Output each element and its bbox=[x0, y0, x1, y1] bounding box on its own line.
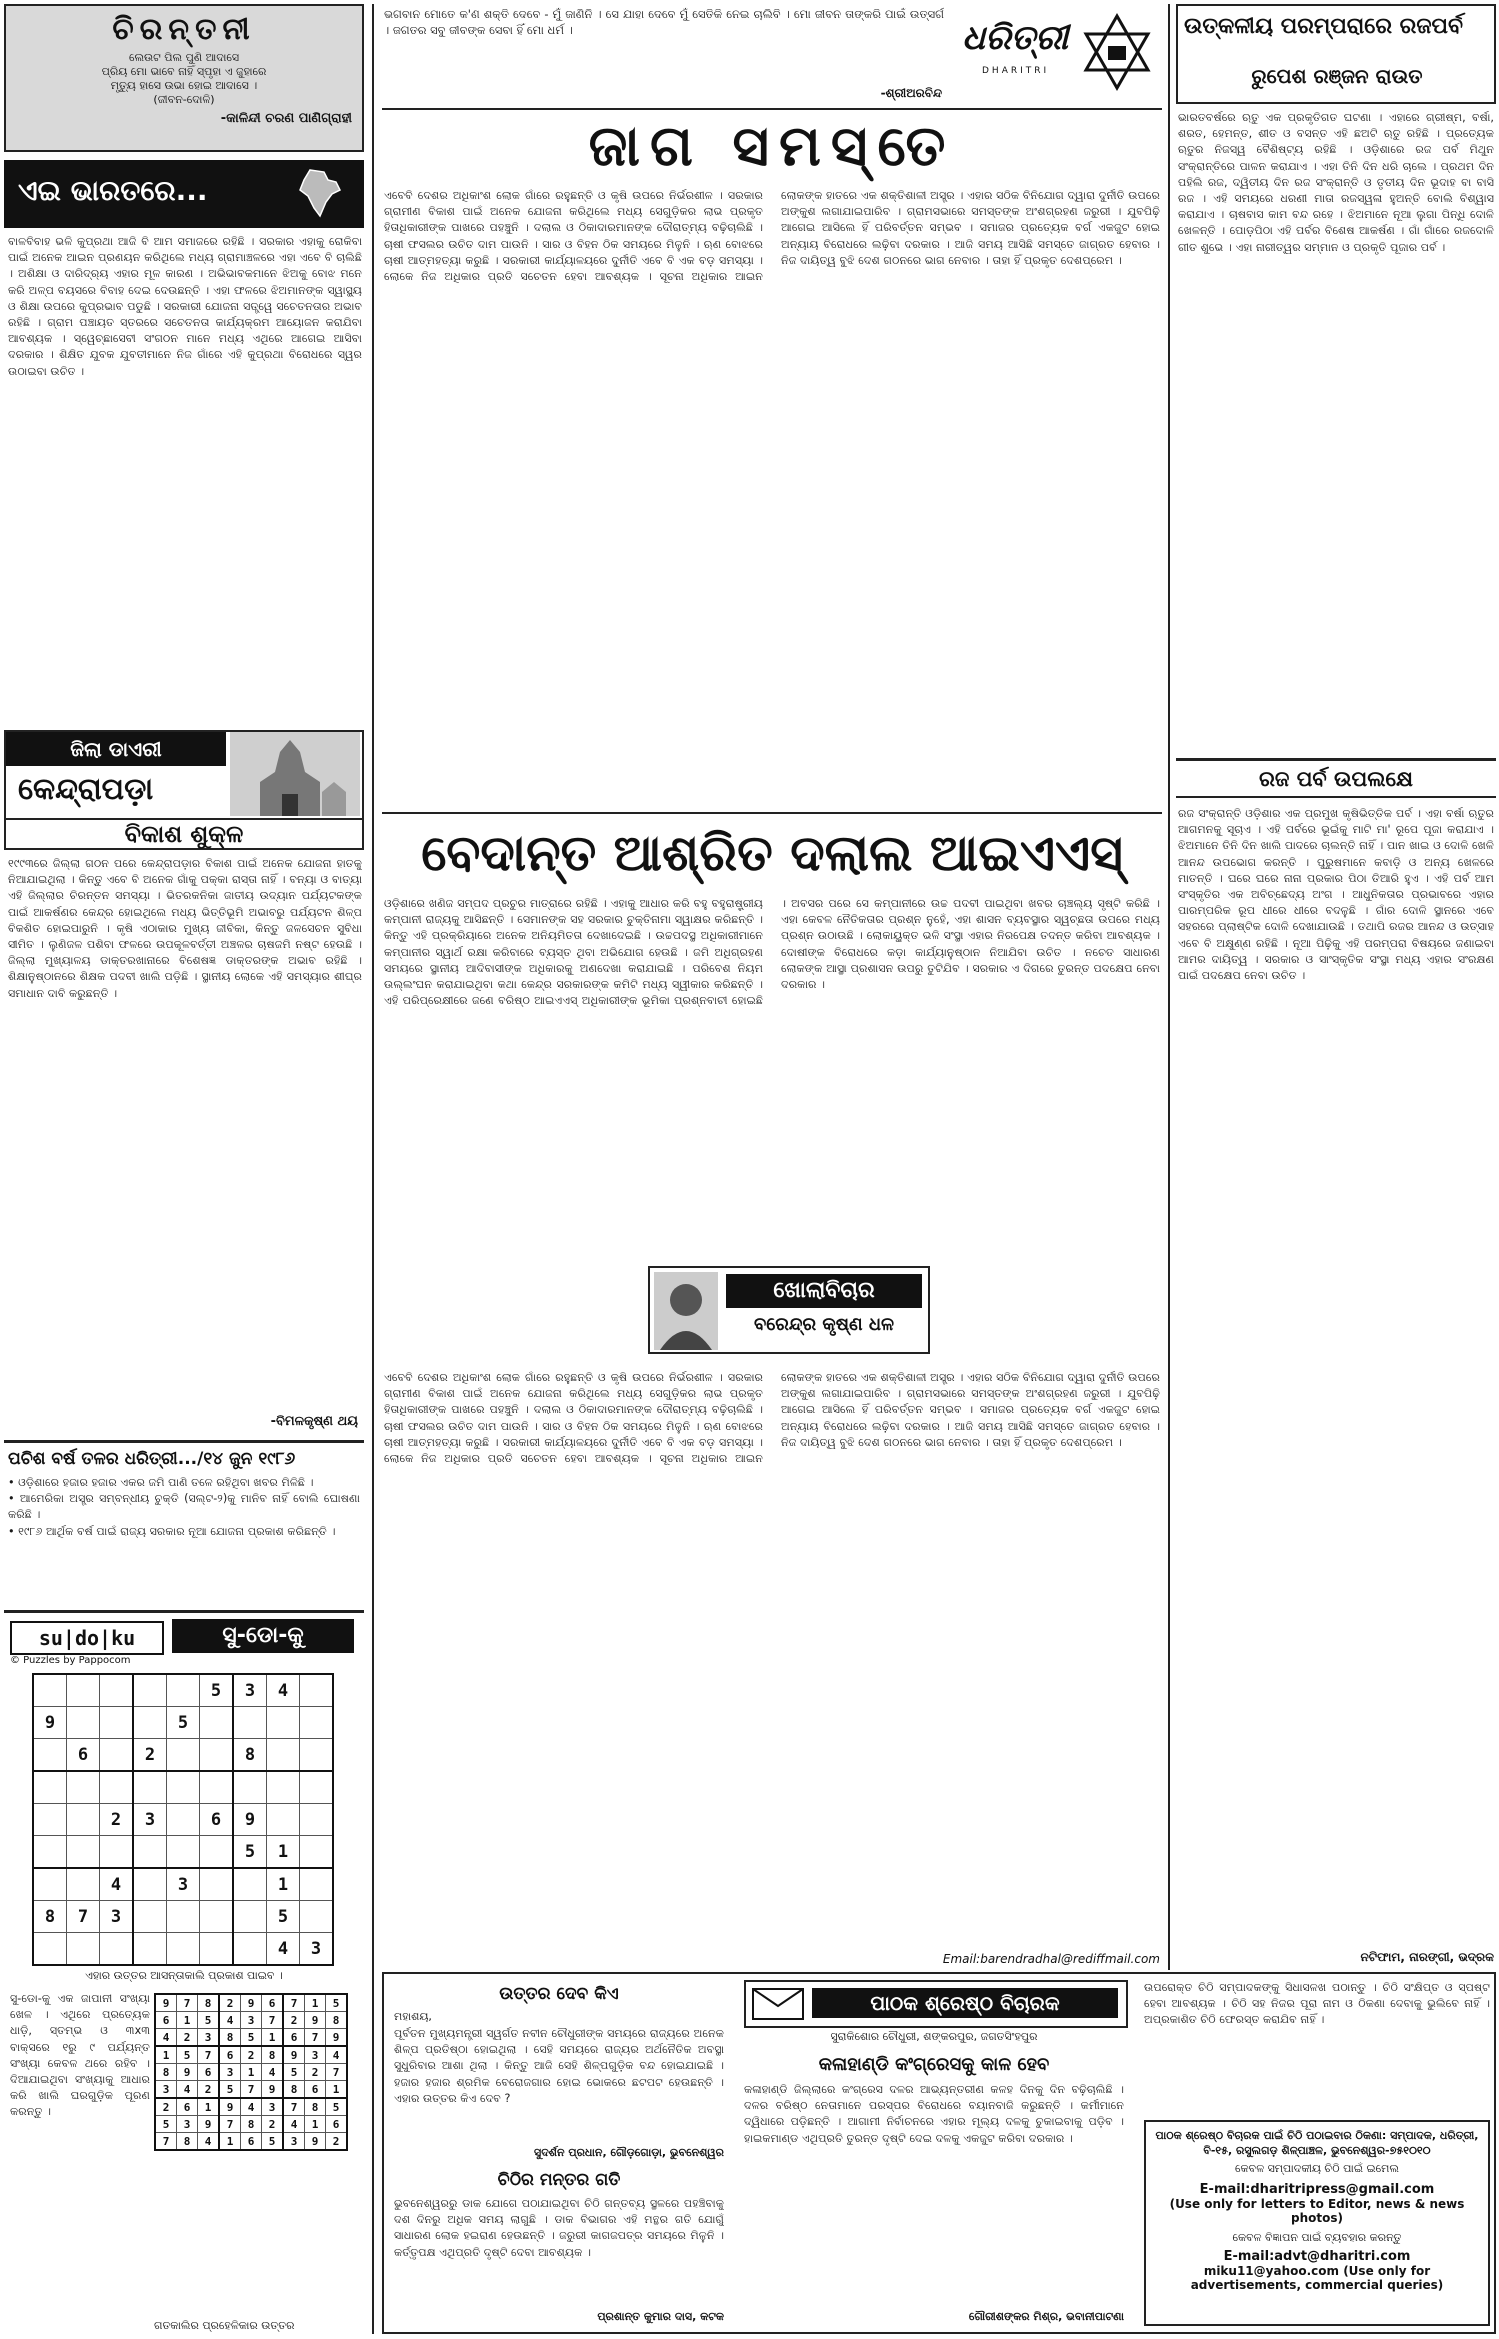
sudoku-cell[interactable]: 5 bbox=[233, 1836, 267, 1869]
sudoku-cell[interactable] bbox=[167, 1836, 200, 1869]
sudoku-cell[interactable] bbox=[267, 1707, 300, 1739]
sudoku-cell[interactable] bbox=[300, 1771, 334, 1804]
ei-bharatare-title: ଏଇ ଭାରତରେ... bbox=[18, 174, 208, 207]
sudoku-solution-cell: 5 bbox=[326, 1994, 348, 2012]
sudoku-cell[interactable] bbox=[267, 1804, 300, 1836]
sudoku-solution-cell: 1 bbox=[241, 2064, 262, 2081]
sudoku-solution-cell: 1 bbox=[305, 1994, 326, 2012]
sudoku-cell[interactable]: 2 bbox=[100, 1804, 134, 1836]
sudoku-cell[interactable] bbox=[100, 1836, 134, 1869]
sudoku-solution-cell: 1 bbox=[326, 2081, 348, 2099]
sudoku-solution-cell: 9 bbox=[283, 2046, 305, 2064]
vedanta-body: ଓଡ଼ିଶାରେ ଖଣିଜ ସମ୍ପଦ ପ୍ରଚୁର ମାତ୍ରାରେ ରହିଛି । ଏହାକୁ ଆଧାର କରି ବହୁ ବହୁରାଷ୍ଟ୍ରୀୟ କମ୍ପାନୀ ରାଜ୍ୟକୁ ଆସିଛନ୍ତି । ସେମାନଙ୍କ ସହ ସରକାର ଚୁକ୍ତିନାମା ସ୍ୱାକ୍ଷର କରିଛନ୍ତି । କିନ୍ତୁ ଏହି ପ୍ରକ୍ରିୟାରେ ଅନେକ ଅନିୟମିତତା ଦେଖାଦେଇଛି । ଉଚ୍ଚପଦସ୍ଥ ଅଧିକାରୀମାନେ କମ୍ପାନୀର ସ୍ୱାର୍ଥ ରକ୍ଷା କରିବାରେ ବ୍ୟସ୍ତ ଥିବା ଅଭିଯୋଗ ହେଉଛି । ଜମି ଅଧିଗ୍ରହଣ ସମୟରେ ସ୍ଥାନୀୟ ଆଦିବାସୀଙ୍କ ଅଧିକାରକୁ ଅଣଦେଖା କରାଯାଇଛି । ପରିବେଶ ନିୟମ ଉଲ୍ଲଂଘନ କରାଯାଇଥିବା କଥା କେନ୍ଦ୍ର ସରକାରଙ୍କ କମିଟି ମଧ୍ୟ ସ୍ୱୀକାର କରିଛନ୍ତି । ଏହି ପରିପ୍ରେକ୍ଷୀରେ ଜଣେ ବରିଷ୍ଠ ଆଇଏଏସ୍ ଅଧିକାରୀଙ୍କ ଭୂମିକା ପ୍ରଶ୍ନବାଚୀ ହୋଇଛି । ଅବସର ପରେ ସେ କମ୍ପାନୀରେ ଉଚ୍ଚ ପଦବୀ ପାଇଥିବା ଖବର ଚାଞ୍ଚଲ୍ୟ ସୃଷ୍ଟି କରିଛି । ଏହା କେବଳ ନୈତିକତାର ପ୍ରଶ୍ନ ନୁହେଁ, ଏହା ଶାସନ ବ୍ୟବସ୍ଥାର ସ୍ୱଚ୍ଛତା ଉପରେ ମଧ୍ୟ ପ୍ରଶ୍ନ ଉଠାଉଛି । ଲୋକାୟୁକ୍ତ ଭଳି ସଂସ୍ଥା ଏହାର ନିରପେକ୍ଷ ତଦନ୍ତ କରିବା ଆବଶ୍ୟକ । ଦୋଷୀଙ୍କ ବିରୋଧରେ କଡ଼ା କାର୍ଯ୍ୟାନୁଷ୍ଠାନ ନିଆଯିବା ଉଚିତ । ନଚେତ ସାଧାରଣ ଲୋକଙ୍କ ଆସ୍ଥା ପ୍ରଶାସନ ଉପରୁ ତୁଟିଯିବ । ସରକାର ଏ ଦିଗରେ ତୁରନ୍ତ ପଦକ୍ଷେପ ନେବା ଦରକାର । bbox=[384, 897, 1160, 1008]
sudoku-solution-cell: 1 bbox=[219, 2133, 241, 2151]
khola-bichara-box bbox=[648, 1266, 930, 1354]
sudoku-solution-cell-row bbox=[155, 2012, 347, 2029]
sudoku-cell[interactable] bbox=[200, 1901, 234, 1933]
masthead-star-logo bbox=[1082, 12, 1152, 92]
sudoku-solution-cell: 3 bbox=[219, 2064, 241, 2081]
chirantani-title: ଚିରନ୍ତନୀ bbox=[112, 12, 256, 47]
letters-section bbox=[382, 1972, 1496, 2334]
middle-right-rule bbox=[1168, 4, 1170, 1970]
sudoku-solution-cell-row bbox=[155, 1994, 347, 2012]
sudoku-solution-cell: 9 bbox=[326, 2029, 348, 2047]
sudoku-solution-cell: 6 bbox=[326, 2116, 348, 2133]
sudoku-cell-row bbox=[33, 1901, 333, 1933]
chirantani-author: -କାଳିନ୍ଦୀ ଚରଣ ପାଣିଗ୍ରାହୀ bbox=[220, 111, 352, 126]
sudoku-odia-title: ସୁ-ଡୋ-କୁ bbox=[172, 1619, 354, 1653]
sudoku-cell[interactable]: 9 bbox=[233, 1804, 267, 1836]
sudoku-grid[interactable] bbox=[32, 1673, 334, 1966]
sudoku-cell[interactable] bbox=[67, 1804, 100, 1836]
temple-photo bbox=[230, 732, 360, 816]
sudoku-cell-row bbox=[33, 1868, 333, 1901]
sudoku-solution-cell-row bbox=[155, 2133, 347, 2151]
sudoku-cell[interactable] bbox=[267, 1739, 300, 1772]
sudoku-cell[interactable] bbox=[167, 1804, 200, 1836]
sudoku-cell[interactable]: 5 bbox=[267, 1901, 300, 1933]
sudoku-solution-cell: 1 bbox=[305, 2116, 326, 2133]
sudoku-logo: su|do|ku bbox=[10, 1621, 164, 1655]
sudoku-cell[interactable] bbox=[33, 1804, 67, 1836]
sudoku-solution-cell: 3 bbox=[198, 2029, 220, 2047]
footer-email-3[interactable]: miku11@yahoo.com (Use only for advertisements, commercial queries) bbox=[1190, 2264, 1444, 2292]
sudoku-cell-row bbox=[33, 1739, 333, 1772]
sudoku-cell[interactable] bbox=[67, 1933, 100, 1966]
pachisa-item-2: • ଆମେରିକା ଅସ୍ତ୍ର ସମ୍ବନ୍ଧୀୟ ଚୁକ୍ତି (ସଲ୍ଟ-୨)କୁ ମାନିବ ନାହିଁ ବୋଲି ଘୋଷଣା କରିଛି । bbox=[8, 1492, 360, 1522]
sudoku-solution-cell: 7 bbox=[177, 1994, 198, 2012]
sudoku-cell[interactable] bbox=[67, 1836, 100, 1869]
sudoku-cell[interactable] bbox=[300, 1739, 334, 1772]
sudoku-solution-cell: 6 bbox=[241, 2133, 262, 2151]
author-photo bbox=[654, 1272, 718, 1350]
sudoku-cell[interactable]: 6 bbox=[200, 1804, 234, 1836]
sudoku-solution-cell: 7 bbox=[155, 2133, 177, 2151]
footer-email-label: କେବଳ ସମ୍ପାଦକୀୟ ଚିଠି ପାଇଁ ଇମେଲ bbox=[1235, 2162, 1399, 2175]
sudoku-cell[interactable]: 3 bbox=[100, 1901, 134, 1933]
sudoku-cell[interactable] bbox=[133, 1868, 167, 1901]
sudoku-solution-cell: 7 bbox=[283, 2098, 305, 2116]
best-reader-title: ପାଠକ ଶ୍ରେଷ୍ଠ ବିଚାରକ bbox=[812, 1988, 1118, 2018]
sudoku-solution-cell-row bbox=[155, 2098, 347, 2116]
sudoku-solution-cell: 6 bbox=[219, 2046, 241, 2064]
sudoku-solution-cell: 6 bbox=[283, 2029, 305, 2047]
india-map-icon bbox=[290, 166, 346, 222]
sudoku-cell[interactable] bbox=[200, 1836, 234, 1869]
sudoku-cell[interactable]: 3 bbox=[167, 1868, 200, 1901]
footer-email-2[interactable]: E-mail:advt@dharitri.com bbox=[1223, 2249, 1411, 2264]
sudoku-solution-cell: 8 bbox=[262, 2046, 284, 2064]
sudoku-cell[interactable]: 5 bbox=[200, 1674, 234, 1707]
envelope-icon bbox=[752, 1988, 804, 2020]
sudoku-cell[interactable]: 4 bbox=[267, 1674, 300, 1707]
sudoku-solution-cell: 3 bbox=[155, 2081, 177, 2099]
sudoku-cell[interactable] bbox=[33, 1739, 67, 1772]
letter-q-title: ଉତ୍ତର ଦେବ କିଏ bbox=[499, 1984, 619, 2004]
sudoku-cell[interactable]: 8 bbox=[233, 1739, 267, 1772]
sudoku-cell[interactable] bbox=[33, 1674, 67, 1707]
sudoku-solution-cell: 6 bbox=[198, 2064, 220, 2081]
sudoku-solution-cell-row bbox=[155, 2116, 347, 2133]
sudoku-solution-cell-row bbox=[155, 2046, 347, 2064]
sudoku-solution-cell: 8 bbox=[241, 2116, 262, 2133]
ei-bharatare-header bbox=[4, 160, 364, 228]
sudoku-cell[interactable]: 6 bbox=[67, 1739, 100, 1772]
sudoku-cell[interactable] bbox=[267, 1771, 300, 1804]
sudoku-solution-cell: 7 bbox=[326, 2064, 348, 2081]
sudoku-cell-row bbox=[33, 1804, 333, 1836]
letter-q-sign: ସୁଦର୍ଶନ ପ୍ରଧାନ, ଗୌଡ଼ଗୋଡ଼ା, ଭୁବନେଶ୍ୱର bbox=[534, 2146, 724, 2159]
sudoku-cell[interactable]: 1 bbox=[267, 1836, 300, 1869]
sudoku-solution-cell: 6 bbox=[177, 2098, 198, 2116]
sudoku-solution-cell: 7 bbox=[241, 2081, 262, 2099]
sudoku-solution-cell: 5 bbox=[241, 2029, 262, 2047]
sudoku-cell-row bbox=[33, 1933, 333, 1966]
sudoku-solution-cell: 8 bbox=[198, 1994, 220, 2012]
sudoku-solution-cell: 2 bbox=[262, 2116, 284, 2133]
sudoku-solution-cell: 5 bbox=[177, 2046, 198, 2064]
sudoku-solution-cell: 3 bbox=[305, 2046, 326, 2064]
sudoku-solution-cell: 4 bbox=[198, 2133, 220, 2151]
sudoku-solution-cell: 8 bbox=[219, 2029, 241, 2047]
sudoku-solution-cell: 4 bbox=[283, 2116, 305, 2133]
sudoku-cell[interactable]: 3 bbox=[233, 1674, 267, 1707]
footer-contact-box bbox=[1144, 2120, 1490, 2326]
right-top-title: ଉତ୍କଳୀୟ ପରମ୍ପରାରେ ରଜପର୍ବ bbox=[1184, 14, 1463, 39]
jilla-diary-reporter: ବିକାଶ ଶୁକ୍ଳ bbox=[6, 818, 362, 848]
best-reader-banner bbox=[744, 1980, 1128, 2028]
sudoku-cell[interactable] bbox=[67, 1707, 100, 1739]
footer-address: ପାଠକ ଶ୍ରେଷ୍ଠ ବିଚାରକ ପାଇଁ ଚିଠି ପଠାଇବାର ଠିକଣା: ସମ୍ପାଦକ, ଧରିତ୍ରୀ, ବି-୧୫, ରସୁଲଗଡ଼ ଶିଳ୍ପାଞ୍ଚଳ, ଭୁବନେଶ୍ୱର-୭୫୧୦୧୦ bbox=[1155, 2129, 1479, 2157]
sudoku-cell[interactable] bbox=[133, 1901, 167, 1933]
sudoku-solution-cell: 1 bbox=[177, 2012, 198, 2029]
sudoku-cell[interactable]: 3 bbox=[133, 1804, 167, 1836]
sudoku-solution-cell: 5 bbox=[198, 2012, 220, 2029]
right-top-body: ଭାରତବର୍ଷରେ ଋତୁ ଏକ ପ୍ରକୃତିଗତ ଘଟଣା । ଏହାରେ ଗ୍ରୀଷ୍ମ, ବର୍ଷା, ଶରତ, ହେମନ୍ତ, ଶୀତ ଓ ବସନ୍ତ ଏହି ଛଅଟି ଋତୁ ରହିଛି । ପ୍ରତ୍ୟେକ ଋତୁର ନିଜସ୍ୱ ବୈଶିଷ୍ଟ୍ୟ ରହିଛି । ଓଡ଼ିଶାରେ ରଜ ପର୍ବ ମିଥୁନ ସଂକ୍ରାନ୍ତିରେ ପାଳନ କରାଯାଏ । ଏହା ତିନି ଦିନ ଧରି ଚାଲେ । ପ୍ରଥମ ଦିନ ପହିଲି ରଜ, ଦ୍ୱିତୀୟ ଦିନ ରଜ ସଂକ୍ରାନ୍ତି ଓ ତୃତୀୟ ଦିନ ଭୂଦାହ ବା ବାସି ରଜ । ଏହି ସମୟରେ ଧରଣୀ ମାତା ରଜସ୍ୱଳା ହୁଅନ୍ତି ବୋଲି ବିଶ୍ୱାସ କରାଯାଏ । ଚାଷବାସ କାମ ବନ୍ଦ ରହେ । ଝିଅମାନେ ନୂଆ ଲୁଗା ପିନ୍ଧି ଦୋଳି ଖେଳନ୍ତି । ପୋଡ଼ପିଠା ଏହି ପର୍ବର ବିଶେଷ ଆକର୍ଷଣ । ଗାଁ ଗାଁରେ ରଜଦୋଳି ଗୀତ ଶୁଭେ । ଏହା ନାରୀତ୍ୱର ସମ୍ମାନ ଓ ପ୍ରକୃତି ପୂଜାର ପର୍ବ । bbox=[1178, 111, 1494, 254]
sudoku-solution-cell: 5 bbox=[155, 2116, 177, 2133]
jilla-diary-header bbox=[4, 730, 364, 850]
sudoku-cell[interactable] bbox=[133, 1707, 167, 1739]
chirantani-verse-2: ପ୍ରିୟ ମୋ ଭାବେ ନାହିଁ ସ୍ପୃହା ଏ ଜୁହାରେ bbox=[101, 65, 267, 78]
sudoku-cell[interactable] bbox=[233, 1771, 267, 1804]
sudoku-solution-cell: 9 bbox=[177, 2064, 198, 2081]
khola-bichara-author: ବରେନ୍ଦ୍ର କୃଷ୍ଣ ଧଳ bbox=[753, 1314, 895, 1335]
sudoku-cell[interactable] bbox=[167, 1771, 200, 1804]
sudoku-solution-cell: 9 bbox=[155, 1994, 177, 2012]
best-reader-sub: ସୁରାକିଶୋର ଚୌଧୁରୀ, ଶଙ୍କରପୁର, ଜଗତସିଂହପୁର bbox=[830, 2030, 1038, 2043]
sudoku-cell[interactable] bbox=[200, 1739, 234, 1772]
sudoku-cell[interactable] bbox=[233, 1707, 267, 1739]
sudoku-solution-cell: 4 bbox=[262, 2064, 284, 2081]
sudoku-solution-cell: 1 bbox=[262, 2029, 284, 2047]
sudoku-cell[interactable] bbox=[233, 1868, 267, 1901]
sudoku-cell[interactable] bbox=[300, 1707, 334, 1739]
sudoku-solution-cell: 4 bbox=[326, 2046, 348, 2064]
pachisa-item-1: • ଓଡ଼ିଶାରେ ହଜାର ହଜାର ଏକର ଜମି ପାଣି ତଳେ ରହିଥିବା ଖବର ମିଳିଛି । bbox=[8, 1476, 314, 1489]
sudoku-solution-cell: 9 bbox=[241, 1994, 262, 2012]
ei-bharatare-body: ବାଳବିବାହ ଭଳି କୁପ୍ରଥା ଆଜି ବି ଆମ ସମାଜରେ ରହିଛି । ସରକାର ଏହାକୁ ରୋକିବା ପାଇଁ ଅନେକ ଆଇନ ପ୍ରଣୟନ କରିଥିଲେ ମଧ୍ୟ ଗ୍ରାମାଞ୍ଚଳରେ ଏହା ଏବେ ବି ଚାଲିଛି । ଅଶିକ୍ଷା ଓ ଦାରିଦ୍ର୍ୟ ଏହାର ମୂଳ କାରଣ । ଅଭିଭାବକମାନେ ଝିଅକୁ ବୋଝ ମନେ କରି ଅଳ୍ପ ବୟସରେ ବିବାହ ଦେଇ ଦେଉଛନ୍ତି । ଏହା ଫଳରେ ଝିଅମାନଙ୍କ ସ୍ୱାସ୍ଥ୍ୟ ଓ ଶିକ୍ଷା ଉପରେ କୁପ୍ରଭାବ ପଡୁଛି । ସରକାରୀ ଯୋଜନା ସତ୍ତ୍ୱେ ସଚେତନତାର ଅଭାବ ରହିଛି । ଗ୍ରାମ ପଞ୍ଚାୟତ ସ୍ତରରେ ସଚେତନତା କାର୍ଯ୍ୟକ୍ରମ ଆୟୋଜନ କରାଯିବା ଆବଶ୍ୟକ । ସ୍ୱେଚ୍ଛାସେବୀ ସଂଗଠନ ମାନେ ମଧ୍ୟ ଏଥିରେ ଆଗେଇ ଆସିବା ଦରକାର । ଶିକ୍ଷିତ ଯୁବକ ଯୁବତୀମାନେ ନିଜ ଗାଁରେ ଏହି କୁପ୍ରଥା ବିରୋଧରେ ସ୍ୱର ଉଠାଇବା ଉଚିତ । bbox=[8, 235, 362, 378]
sudoku-box bbox=[4, 1610, 364, 2336]
sudoku-cell[interactable]: 3 bbox=[300, 1933, 334, 1966]
sudoku-cell[interactable]: 4 bbox=[267, 1933, 300, 1966]
sudoku-solution-cell: 9 bbox=[305, 2012, 326, 2029]
sudoku-cell[interactable] bbox=[67, 1674, 100, 1707]
vedanta-body-continued: ଏବେବି ଦେଶର ଅଧିକାଂଶ ଲୋକ ଗାଁରେ ରହୁଛନ୍ତି ଓ କୃଷି ଉପରେ ନିର୍ଭରଶୀଳ । ସରକାର ଗ୍ରାମୀଣ ବିକାଶ ପାଇଁ ଅନେକ ଯୋଜନା କରିଥିଲେ ମଧ୍ୟ ସେଗୁଡ଼ିକର ଲାଭ ପ୍ରକୃତ ହିତାଧିକାରୀଙ୍କ ପାଖରେ ପହଞ୍ଚୁନି । ଦଲାଲ ଓ ଠିକାଦାରମାନଙ୍କ ଦୌରାତ୍ମ୍ୟ ବଢ଼ିଚାଲିଛି । ଚାଷୀ ଫସଲର ଉଚିତ ଦାମ ପାଉନି । ସାର ଓ ବିହନ ଠିକ ସମୟରେ ମିଳୁନି । ଋଣ ବୋଝରେ ଚାଷୀ ଆତ୍ମହତ୍ୟା କରୁଛି । ସରକାରୀ କାର୍ଯ୍ୟାଳୟରେ ଦୁର୍ନୀତି ଏବେ ବି ଏକ ବଡ଼ ସମସ୍ୟା । ଲୋକେ ନିଜ ଅଧିକାର ପ୍ରତି ସଚେତନ ହେବା ଆବଶ୍ୟକ । ସୂଚନା ଅଧିକାର ଆଇନ ଲୋକଙ୍କ ହାତରେ ଏକ ଶକ୍ତିଶାଳୀ ଅସ୍ତ୍ର । ଏହାର ସଠିକ ବିନିଯୋଗ ଦ୍ୱାରା ଦୁର୍ନୀତି ଉପରେ ଅଙ୍କୁଶ ଲଗାଯାଇପାରିବ । ଗ୍ରାମସଭାରେ ସମସ୍ତଙ୍କ ଅଂଶଗ୍ରହଣ ଜରୁରୀ । ଯୁବପିଢ଼ି ଆଗେଇ ଆସିଲେ ହିଁ ପରିବର୍ତ୍ତନ ସମ୍ଭବ । ସମାଜର ପ୍ରତ୍ୟେକ ବର୍ଗ ଏକଜୁଟ ହୋଇ ଅନ୍ୟାୟ ବିରୋଧରେ ଲଢ଼ିବା ଦରକାର । ଆଜି ସମୟ ଆସିଛି ସମସ୍ତେ ଜାଗ୍ରତ ହେବାର । ନିଜ ଦାୟିତ୍ୱ ବୁଝି ଦେଶ ଗଠନରେ ଭାଗ ନେବାର । ତାହା ହିଁ ପ୍ରକୃତ ଦେଶପ୍ରେମ । bbox=[384, 1371, 1160, 1466]
letter-c-title: ଚିଠିର ମନ୍ତର ଗତି bbox=[497, 2170, 621, 2190]
sudoku-solution-cell: 6 bbox=[305, 2081, 326, 2099]
sudoku-solution-cell-row bbox=[155, 2081, 347, 2099]
sudoku-cell[interactable]: 2 bbox=[133, 1739, 167, 1772]
sudoku-solution-cell: 8 bbox=[326, 2012, 348, 2029]
jaga-samaste-title: ଜାଗ ସମସ୍ତେ bbox=[588, 114, 956, 179]
sudoku-cell[interactable] bbox=[167, 1901, 200, 1933]
sudoku-cell[interactable]: 7 bbox=[67, 1901, 100, 1933]
sudoku-cell[interactable] bbox=[33, 1868, 67, 1901]
sudoku-solution-cell: 5 bbox=[262, 2133, 284, 2151]
sudoku-cell[interactable] bbox=[100, 1933, 134, 1966]
masthead bbox=[382, 4, 1162, 110]
sudoku-solution-cell: 3 bbox=[262, 2098, 284, 2116]
sudoku-cell-row bbox=[33, 1674, 333, 1707]
sudoku-solution-cell: 2 bbox=[219, 1994, 241, 2012]
chirantani-verse-1: ଲେଉଟ ପିଲ ପୁଣି ଆଦାସେ bbox=[128, 51, 240, 64]
sudoku-cell[interactable] bbox=[167, 1933, 200, 1966]
sudoku-instructions: ସୁ-ଡୋ-କୁ ଏକ ଜାପାନୀ ସଂଖ୍ୟା ଖେଳ । ଏଥିରେ ପ୍ରତ୍ୟେକ ଧାଡ଼ି, ସ୍ତମ୍ଭ ଓ ୩x୩ ବାକ୍ସରେ ୧ରୁ ୯ ପର୍ଯ୍ୟନ୍ତ ସଂଖ୍ୟା କେବଳ ଥରେ ରହିବ । ଦିଆଯାଇଥିବା ସଂଖ୍ୟାକୁ ଆଧାର କରି ଖାଲି ଘରଗୁଡ଼ିକ ପୂରଣ କରନ୍ତୁ । bbox=[10, 1992, 150, 2119]
sudoku-solution-cell: 2 bbox=[326, 2133, 348, 2151]
sudoku-solution-cell: 9 bbox=[198, 2116, 220, 2133]
sudoku-solution-cell: 9 bbox=[262, 2081, 284, 2099]
sudoku-cell[interactable] bbox=[200, 1868, 234, 1901]
sudoku-cell[interactable] bbox=[33, 1836, 67, 1869]
sudoku-cell[interactable] bbox=[100, 1739, 134, 1772]
sudoku-solution-cell: 2 bbox=[305, 2064, 326, 2081]
sudoku-solution-cell: 4 bbox=[219, 2012, 241, 2029]
jilla-diary-byline: -ବିମଳକୃଷ୍ଣ ଥୟ bbox=[270, 1414, 358, 1429]
khola-bichara-label: ଖୋଲାବିଚାର bbox=[726, 1274, 922, 1308]
sudoku-cell[interactable] bbox=[300, 1901, 334, 1933]
jilla-diary-label: ଜିଲା ଡାଏରୀ bbox=[6, 732, 226, 766]
sudoku-cell-row bbox=[33, 1836, 333, 1869]
masthead-paper-name: ଧରିତ୍ରୀ bbox=[962, 18, 1069, 58]
sudoku-solution-cell: 8 bbox=[305, 2098, 326, 2116]
footer-email-1-note: (Use only for letters to Editor, news & news photos) bbox=[1169, 2197, 1465, 2225]
sudoku-solution-cell: 9 bbox=[305, 2133, 326, 2151]
sudoku-cell[interactable] bbox=[133, 1933, 167, 1966]
sudoku-solution-cell: 5 bbox=[283, 2064, 305, 2081]
sudoku-cell[interactable] bbox=[200, 1707, 234, 1739]
right-bottom-byline: ନଟିଫାମ, ନାରଙ୍ଗୀ, ଭଦ୍ରକ bbox=[1360, 1950, 1494, 1964]
jaga-samaste-body: ଏବେବି ଦେଶର ଅଧିକାଂଶ ଲୋକ ଗାଁରେ ରହୁଛନ୍ତି ଓ କୃଷି ଉପରେ ନିର୍ଭରଶୀଳ । ସରକାର ଗ୍ରାମୀଣ ବିକାଶ ପାଇଁ ଅନେକ ଯୋଜନା କରିଥିଲେ ମଧ୍ୟ ସେଗୁଡ଼ିକର ଲାଭ ପ୍ରକୃତ ହିତାଧିକାରୀଙ୍କ ପାଖରେ ପହଞ୍ଚୁନି । ଦଲାଲ ଓ ଠିକାଦାରମାନଙ୍କ ଦୌରାତ୍ମ୍ୟ ବଢ଼ିଚାଲିଛି । ଚାଷୀ ଫସଲର ଉଚିତ ଦାମ ପାଉନି । ସାର ଓ ବିହନ ଠିକ ସମୟରେ ମିଳୁନି । ଋଣ ବୋଝରେ ଚାଷୀ ଆତ୍ମହତ୍ୟା କରୁଛି । ସରକାରୀ କାର୍ଯ୍ୟାଳୟରେ ଦୁର୍ନୀତି ଏବେ ବି ଏକ ବଡ଼ ସମସ୍ୟା । ଲୋକେ ନିଜ ଅଧିକାର ପ୍ରତି ସଚେତନ ହେବା ଆବଶ୍ୟକ । ସୂଚନା ଅଧିକାର ଆଇନ ଲୋକଙ୍କ ହାତରେ ଏକ ଶକ୍ତିଶାଳୀ ଅସ୍ତ୍ର । ଏହାର ସଠିକ ବିନିଯୋଗ ଦ୍ୱାରା ଦୁର୍ନୀତି ଉପରେ ଅଙ୍କୁଶ ଲଗାଯାଇପାରିବ । ଗ୍ରାମସଭାରେ ସମସ୍ତଙ୍କ ଅଂଶଗ୍ରହଣ ଜରୁରୀ । ଯୁବପିଢ଼ି ଆଗେଇ ଆସିଲେ ହିଁ ପରିବର୍ତ୍ତନ ସମ୍ଭବ । ସମାଜର ପ୍ରତ୍ୟେକ ବର୍ଗ ଏକଜୁଟ ହୋଇ ଅନ୍ୟାୟ ବିରୋଧରେ ଲଢ଼ିବା ଦରକାର । ଆଜି ସମୟ ଆସିଛି ସମସ୍ତେ ଜାଗ୍ରତ ହେବାର । ନିଜ ଦାୟିତ୍ୱ ବୁଝି ଦେଶ ଗଠନରେ ଭାଗ ନେବାର । ତାହା ହିଁ ପ୍ରକୃତ ଦେଶପ୍ରେମ । bbox=[384, 189, 1160, 284]
sudoku-cell[interactable]: 8 bbox=[33, 1901, 67, 1933]
sudoku-cell[interactable] bbox=[100, 1674, 134, 1707]
sudoku-cell[interactable] bbox=[167, 1674, 200, 1707]
sudoku-solution-cell: 9 bbox=[219, 2098, 241, 2116]
sudoku-solution-cell-row bbox=[155, 2064, 347, 2081]
sudoku-cell[interactable] bbox=[167, 1739, 200, 1772]
sudoku-cell[interactable]: 5 bbox=[167, 1707, 200, 1739]
sudoku-solution-cell: 2 bbox=[283, 2012, 305, 2029]
sudoku-solution-cell: 3 bbox=[177, 2116, 198, 2133]
sudoku-cell[interactable] bbox=[133, 1771, 167, 1804]
sudoku-solution-label: ଗତକାଲିର ପ୍ରହେଳିକାର ଉତ୍ତର bbox=[154, 2319, 295, 2332]
sudoku-answer-label: ଏହାର ଉତ୍ତର ଆସନ୍ତାକାଲି ପ୍ରକାଶ ପାଇବ । bbox=[85, 1969, 283, 1982]
sudoku-solution-cell: 1 bbox=[155, 2046, 177, 2064]
sudoku-cell[interactable] bbox=[200, 1771, 234, 1804]
sudoku-solution-cell: 7 bbox=[198, 2046, 220, 2064]
jilla-diary-body: ୧୯୯୩ରେ ଜିଲ୍ଲା ଗଠନ ପରେ କେନ୍ଦ୍ରାପଡ଼ାର ବିକାଶ ପାଇଁ ଅନେକ ଯୋଜନା ହାତକୁ ନିଆଯାଇଥିଲା । କିନ୍ତୁ ଏବେ ବି ଅନେକ ଗାଁକୁ ପକ୍କା ରାସ୍ତା ନାହିଁ । ବନ୍ୟା ଓ ବାତ୍ୟା ଏହି ଜିଲ୍ଲାର ଚିରନ୍ତନ ସମସ୍ୟା । ଭିତରକନିକା ଜାତୀୟ ଉଦ୍ୟାନ ପର୍ଯ୍ୟଟକଙ୍କ ପାଇଁ ଆକର୍ଷଣର କେନ୍ଦ୍ର ହୋଇଥିଲେ ମଧ୍ୟ ଭିତ୍ତିଭୂମି ଅଭାବରୁ ପର୍ଯ୍ୟଟନ ଶିଳ୍ପ ବିକଶିତ ହୋଇପାରୁନି । କୃଷି ଏଠାକାର ମୁଖ୍ୟ ଜୀବିକା, କିନ୍ତୁ ଜଳସେଚନ ସୁବିଧା ସୀମିତ । ଲୁଣିଜଳ ପଶିବା ଫଳରେ ଉପକୂଳବର୍ତ୍ତୀ ଅଞ୍ଚଳର ଚାଷଜମି ନଷ୍ଟ ହେଉଛି । ଜିଲ୍ଲା ମୁଖ୍ୟାଳୟ ଡାକ୍ତରଖାନାରେ ବିଶେଷଜ୍ଞ ଡାକ୍ତରଙ୍କ ଅଭାବ ରହିଛି । ଶିକ୍ଷାନୁଷ୍ଠାନରେ ଶିକ୍ଷକ ପଦବୀ ଖାଲି ପଡ଼ିଛି । ସ୍ଥାନୀୟ ଲୋକେ ଏହି ସମସ୍ୟାର ଶୀଘ୍ର ସମାଧାନ ଦାବି କରୁଛନ୍ତି । bbox=[8, 857, 362, 1000]
sudoku-credit: © Puzzles by Pappocom bbox=[10, 1655, 131, 1666]
sudoku-solution-cell: 7 bbox=[219, 2116, 241, 2133]
sudoku-cell[interactable] bbox=[67, 1868, 100, 1901]
right-bottom-body: ରଜ ସଂକ୍ରାନ୍ତି ଓଡ଼ିଶାର ଏକ ପ୍ରମୁଖ କୃଷିଭିତ୍ତିକ ପର୍ବ । ଏହା ବର୍ଷା ଋତୁର ଆଗମନକୁ ସୂଚାଏ । ଏହି ପର୍ବରେ ଭୂଇଁକୁ ମାଟି ମା' ରୂପେ ପୂଜା କରାଯାଏ । ଝିଅମାନେ ତିନି ଦିନ ଖାଲି ପାଦରେ ଚାଲନ୍ତି ନାହିଁ । ପାନ ଖାଇ ଓ ଦୋଳି ଖେଳି ଆନନ୍ଦ ଉପଭୋଗ କରନ୍ତି । ପୁରୁଷମାନେ କବାଡ଼ି ଓ ଅନ୍ୟ ଖେଳରେ ମାତନ୍ତି । ଘରେ ଘରେ ନାନା ପ୍ରକାର ପିଠା ତିଆରି ହୁଏ । ଏହି ପର୍ବ ଆମ ସଂସ୍କୃତିର ଏକ ଅବିଚ୍ଛେଦ୍ୟ ଅଂଗ । ଆଧୁନିକତାର ପ୍ରଭାବରେ ଏହାର ପାରମ୍ପରିକ ରୂପ ଧୀରେ ଧୀରେ ବଦଳୁଛି । ଗାଁର ଦୋଳି ସ୍ଥାନରେ ଏବେ ସହରରେ ପ୍ଲାଷ୍ଟିକ ଦୋଳି ଦେଖାଯାଉଛି । ତଥାପି ରଜର ଆନନ୍ଦ ଓ ଉତ୍ସାହ ଏବେ ବି ଅକ୍ଷୁଣ୍ଣ ରହିଛି । ନୂଆ ପିଢ଼ିକୁ ଏହି ପରମ୍ପରା ବିଷୟରେ ଜଣାଇବା ଆମର ଦାୟିତ୍ୱ । ସରକାର ଓ ସାଂସ୍କୃତିକ ସଂସ୍ଥା ମଧ୍ୟ ଏହାର ସଂରକ୍ଷଣ ପାଇଁ ପଦକ୍ଷେପ ନେବା ଉଚିତ । bbox=[1178, 807, 1494, 983]
sudoku-cell[interactable] bbox=[67, 1771, 100, 1804]
vedanta-title: ବେଦାନ୍ତ ଆଶ୍ରିତ ଦଲାଲ ଆଇଏଏସ୍ bbox=[382, 812, 1162, 890]
sudoku-cell[interactable] bbox=[233, 1933, 267, 1966]
sudoku-solution-cell: 6 bbox=[155, 2012, 177, 2029]
sudoku-cell[interactable] bbox=[300, 1836, 334, 1869]
sudoku-solution-cell: 8 bbox=[155, 2064, 177, 2081]
letter-c-body: ଭୁବନେଶ୍ୱରରୁ ଡାକ ଯୋଗେ ପଠାଯାଇଥିବା ଚିଠି ଗନ୍ତବ୍ୟ ସ୍ଥଳରେ ପହଞ୍ଚିବାକୁ ଦଶ ଦିନରୁ ଅଧିକ ସମୟ ଲାଗୁଛି । ଡାକ ବିଭାଗର ଏହି ମନ୍ଥର ଗତି ଯୋଗୁଁ ସାଧାରଣ ଲୋକ ହଇରାଣ ହେଉଛନ୍ତି । ଜରୁରୀ କାଗଜପତ୍ର ସମୟରେ ମିଳୁନି । କର୍ତ୍ତୃପକ୍ଷ ଏଥିପ୍ରତି ଦୃଷ୍ଟି ଦେବା ଆବଶ୍ୟକ । bbox=[394, 2197, 724, 2259]
sudoku-cell[interactable] bbox=[33, 1933, 67, 1966]
right-bottom-header bbox=[1176, 758, 1496, 798]
right-top-header bbox=[1176, 4, 1496, 104]
sudoku-solution-cell: 4 bbox=[241, 2098, 262, 2116]
sudoku-solution-cell: 1 bbox=[198, 2098, 220, 2116]
sudoku-solution-cell: 7 bbox=[283, 1994, 305, 2012]
sudoku-cell[interactable] bbox=[100, 1771, 134, 1804]
sudoku-cell[interactable] bbox=[133, 1836, 167, 1869]
left-column-rule bbox=[372, 4, 374, 2334]
sudoku-solution-cell: 8 bbox=[177, 2133, 198, 2151]
sudoku-cell[interactable]: 9 bbox=[33, 1707, 67, 1739]
sudoku-solution-cell: 2 bbox=[177, 2029, 198, 2047]
sudoku-solution-cell: 5 bbox=[219, 2081, 241, 2099]
sudoku-cell[interactable]: 4 bbox=[100, 1868, 134, 1901]
letter-c-sign: ପ୍ରଶାନ୍ତ କୁମାର ଦାସ, କଟକ bbox=[597, 2310, 724, 2323]
sudoku-cell[interactable] bbox=[200, 1933, 234, 1966]
chirantani-box bbox=[4, 4, 364, 152]
sudoku-solution-cell: 5 bbox=[326, 2098, 348, 2116]
letter-k-title: କଳାହାଣ୍ଡି କଂଗ୍ରେସକୁ କାଳ ହେବ bbox=[818, 2054, 1050, 2075]
masthead-paper-sub: DHARITRI bbox=[982, 66, 1050, 76]
sudoku-solution-cell-row bbox=[155, 2029, 347, 2047]
chirantani-verse-3: ମୃତ୍ୟୁ ହାସେ ଉଭା ହୋଇ ଆଦାସେ । bbox=[110, 79, 258, 92]
pachisa-barsha-box bbox=[4, 1440, 364, 1600]
chirantani-source: (ଜୀବନ-ଦୋଳି) bbox=[153, 93, 215, 106]
masthead-quote-author: -ଶ୍ରୀଅରବିନ୍ଦ bbox=[880, 86, 942, 100]
right-bottom-title: ରଜ ପର୍ବ ଉପଲକ୍ଷେ bbox=[1258, 767, 1414, 791]
pachisa-item-3: • ୧୯୮୬ ଆର୍ଥିକ ବର୍ଷ ପାଇଁ ରାଜ୍ୟ ସରକାର ନୂଆ ଯୋଜନା ପ୍ରକାଶ କରିଛନ୍ତି । bbox=[8, 1524, 336, 1538]
sudoku-solution-cell: 6 bbox=[262, 1994, 284, 2012]
letter-k-body: କଳାହାଣ୍ଡି ଜିଲ୍ଲାରେ କଂଗ୍ରେସ ଦଳର ଆଭ୍ୟନ୍ତରୀଣ କଳହ ଦିନକୁ ଦିନ ବଢ଼ିଚାଲିଛି । ଦଳର ବରିଷ୍ଠ ନେତାମାନେ ପରସ୍ପର ବିରୋଧରେ ବୟାନବାଜି କରୁଛନ୍ତି । କର୍ମୀମାନେ ଦ୍ୱିଧାରେ ପଡ଼ିଛନ୍ତି । ଆଗାମୀ ନିର୍ବାଚନରେ ଏହାର ମୂଲ୍ୟ ଦଳକୁ ଚୁକାଇବାକୁ ପଡ଼ିବ । ହାଇକମାଣ୍ଡ ଏଥିପ୍ରତି ତୁରନ୍ତ ଦୃଷ୍ଟି ଦେଇ ଦଳକୁ ଏକଜୁଟ କରିବା ଦରକାର । bbox=[744, 2083, 1124, 2145]
sudoku-cell[interactable] bbox=[33, 1771, 67, 1804]
sudoku-cell-row bbox=[33, 1771, 333, 1804]
letter-q-salutation: ମହାଶୟ, bbox=[394, 2010, 432, 2023]
sudoku-solution-cell: 3 bbox=[283, 2133, 305, 2151]
sudoku-solution-cell: 7 bbox=[262, 2012, 284, 2029]
sudoku-cell-row bbox=[33, 1707, 333, 1739]
jilla-diary-district: କେନ୍ଦ୍ରାପଡ଼ା bbox=[18, 772, 154, 807]
vedanta-email[interactable]: Email:barendradhal@rediffmail.com bbox=[942, 1952, 1160, 1966]
sudoku-cell[interactable] bbox=[233, 1901, 267, 1933]
pachisa-barsha-title: ପଚିଶ ବର୍ଷ ତଳର ଧରିତ୍ରୀ.../୧୪ ଜୁନ ୧୯୮୬ bbox=[8, 1449, 296, 1469]
sudoku-solution-cell: 2 bbox=[198, 2081, 220, 2099]
sudoku-solution-cell: 2 bbox=[155, 2098, 177, 2116]
sudoku-solution-cell: 2 bbox=[241, 2046, 262, 2064]
sudoku-solution-cell: 8 bbox=[283, 2081, 305, 2099]
letter-q-body: ପୂର୍ବତନ ମୁଖ୍ୟମନ୍ତ୍ରୀ ସ୍ୱର୍ଗତ ନବୀନ ଚୌଧୁରୀଙ୍କ ସମୟରେ ରାଜ୍ୟରେ ଅନେକ ଶିଳ୍ପ ପ୍ରତିଷ୍ଠା ହୋଇଥିଲା । ସେହି ସମୟରେ ରାଜ୍ୟର ଅର୍ଥନୈତିକ ଅବସ୍ଥା ସୁଧୁରିବାର ଆଶା ଥିଲା । କିନ୍ତୁ ଆଜି ସେହି ଶିଳ୍ପଗୁଡ଼ିକ ବନ୍ଦ ହୋଇଯାଇଛି । ହଜାର ହଜାର ଶ୍ରମିକ ବେରୋଜଗାର ହୋଇ ଭୋକରେ ଛଟପଟ ହେଉଛନ୍ତି । ଏହାର ଉତ୍ତର କିଏ ଦେବ ? bbox=[394, 2027, 724, 2105]
footer-ads-label: କେବଳ ବିଜ୍ଞାପନ ପାଇଁ ବ୍ୟବହାର କରନ୍ତୁ bbox=[1232, 2231, 1402, 2244]
sudoku-cell[interactable] bbox=[300, 1868, 334, 1901]
sudoku-cell[interactable] bbox=[300, 1674, 334, 1707]
footer-notice-text: ଉପରୋକ୍ତ ଚିଠି ସମ୍ପାଦକଙ୍କୁ ସିଧାସଳଖ ପଠାନ୍ତୁ । ଚିଠି ସଂକ୍ଷିପ୍ତ ଓ ସ୍ପଷ୍ଟ ହେବା ଆବଶ୍ୟକ । ଚିଠି ସହ ନିଜର ପୂରା ନାମ ଓ ଠିକଣା ଦେବାକୁ ଭୁଲିବେ ନାହିଁ । ଅପ୍ରକାଶିତ ଚିଠି ଫେରସ୍ତ କରାଯିବ ନାହିଁ । bbox=[1144, 1981, 1490, 2027]
sudoku-solution-cell: 3 bbox=[241, 2012, 262, 2029]
sudoku-cell[interactable] bbox=[133, 1674, 167, 1707]
sudoku-cell[interactable]: 1 bbox=[267, 1868, 300, 1901]
right-top-author: ରୁପେଶ ରଞ୍ଜନ ରାଉତ bbox=[1251, 64, 1423, 88]
sudoku-solution-cell: 7 bbox=[305, 2029, 326, 2047]
footer-email-1[interactable]: E-mail:dharitripress@gmail.com bbox=[1199, 2182, 1435, 2197]
masthead-quote: ଭଗବାନ ମୋତେ କ'ଣ ଶକ୍ତି ଦେବେ - ମୁଁ ଜାଣିନି । ସେ ଯାହା ଦେବେ ମୁଁ ସେତିକି ନେଇ ଚାଲିବି । ମୋ ଜୀବନ ତାଙ୍କରି ପାଇଁ ଉତ୍ସର୍ଗ । ଜଗତର ସବୁ ଜୀବଙ୍କ ସେବା ହିଁ ମୋ ଧର୍ମ । bbox=[384, 7, 944, 38]
letter-k-sign: ଗୌରୀଶଙ୍କର ମିଶ୍ର, ଭବାନୀପାଟଣା bbox=[968, 2310, 1124, 2323]
sudoku-solution-cell: 4 bbox=[155, 2029, 177, 2047]
sudoku-solution-grid bbox=[154, 1993, 348, 2151]
sudoku-cell[interactable] bbox=[100, 1707, 134, 1739]
sudoku-cell[interactable] bbox=[300, 1804, 334, 1836]
sudoku-solution-cell: 4 bbox=[177, 2081, 198, 2099]
